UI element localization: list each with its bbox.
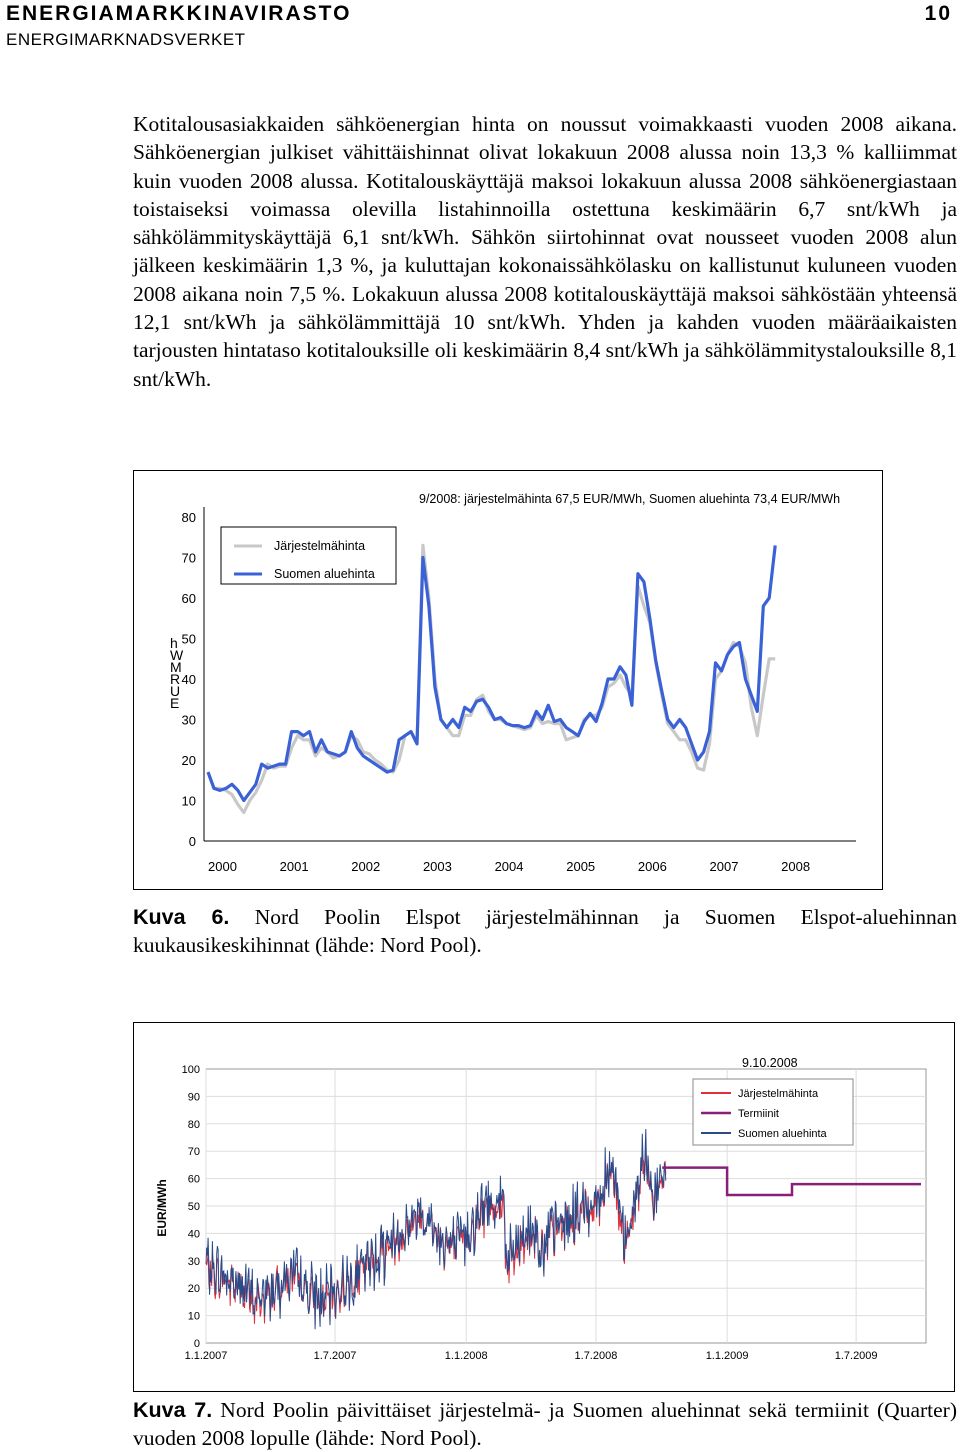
figure7-chart [134,1023,954,1391]
figure7-ylabel: EUR/MWh [155,1179,169,1237]
legend2-label-area: Suomen aluehinta [738,1128,827,1140]
x-tick-label: 2001 [279,859,309,874]
x2-tick-label: 1.7.2008 [574,1350,618,1362]
y-tick-label: 30 [181,712,196,728]
legend-label-system: Järjestelmähinta [274,539,366,553]
y-tick-label: 40 [181,672,196,687]
y-axis-label-char: W [170,647,184,663]
y2-tick-label: 80 [187,1118,200,1131]
x-tick-label: 2004 [494,859,524,874]
y2-tick-label: 100 [181,1064,200,1076]
y2-tick-label: 0 [193,1338,200,1350]
y-tick-label: 50 [181,631,196,647]
x-tick-label: 2002 [351,859,381,874]
y-tick-label: 0 [188,834,196,849]
legend2-label-system: Järjestelmähinta [738,1088,819,1100]
figure6-chart [134,471,882,889]
x-tick-label: 2003 [422,859,452,874]
y-axis-label-char: E [170,695,180,711]
y2-tick-label: 60 [187,1173,200,1186]
figure7-date-label: 9.10.2008 [742,1056,798,1070]
header-subtitle: ENERGIMARKNADSVERKET [6,30,246,49]
legend2-label-term: Termiinit [738,1108,779,1120]
x-tick-label: 2008 [781,859,811,874]
series-line-system [208,545,775,812]
y2-tick-label: 40 [187,1228,200,1241]
y-axis-label-char: h [170,635,178,651]
x-tick-label: 2000 [208,859,237,874]
body-paragraph: Kotitalousasiakkaiden sähköenergian hinta on noussut voimakkaasti vuoden 2008 aikana. Sähköenergian julkiset vähittäishinnat olivat lokakuun 2008 alussa noin 13,3 % kalliimmat kuin vuoden 2008 alussa. Kotitalouskäyttäjä maksoi lokakuun alussa 2008 sähköenergiastaan toistaiseksi voimassa olevilla listahinnoilla ostettuna keskimäärin 6,7 snt/kWh ja sähkölämmityskäyttäjä 6,1 snt/kWh. Sähkön siirtohinnat ovat nousseet vuoden 2008 alun jälkeen keskimäärin 1,3 %, ja kuluttajan kokonaissähkölasku on kallistunut kuluneen vuoden 2008 aikana noin 7,5 %. Lokakuun alussa 2008 kotitalouskäyttäjä maksoi sähköstään yhteensä 12,1 snt/kWh ja sähkölämmittäjä 10 snt/kWh. Yhden ja kahden vuoden määräaikaisten tarjousten hintataso kotitalouksille oli keskimäärin 8,4 snt/kWh ja sähkölämmitystalouksille 8,1 snt/kWh. [133,112,957,391]
figure6-legend [221,527,396,584]
figure6-caption [133,903,957,959]
y2-tick-label: 50 [187,1201,200,1213]
y-tick-label: 70 [181,550,196,566]
y2-tick-label: 30 [187,1255,200,1268]
y-tick-label: 80 [181,510,196,525]
figure6-caption-label: Kuva 6. [133,905,230,929]
x2-tick-label: 1.7.2009 [834,1350,878,1362]
figure6-chart-frame [133,470,883,890]
x-tick-label: 2007 [709,859,739,874]
y2-tick-label: 90 [187,1091,200,1104]
y-axis-label-char: M [170,659,182,675]
figure6-chart-title: 9/2008: järjestelmähinta 67,5 EUR/MWh, Suomen aluehinta 73,4 EUR/MWh [419,492,841,506]
x-tick-label: 2005 [566,859,596,874]
y-axis-label-char: U [170,683,181,699]
figure7-chart-frame [133,1022,955,1392]
y2-tick-label: 20 [187,1283,200,1296]
figure7-caption-text: Nord Poolin päivittäiset järjestelmä- ja Suomen aluehinnat sekä termiinit (Quarter) vuoden 2008 lopulle (lähde: Nord Pool). [133,1398,957,1450]
y-tick-label: 20 [181,753,196,768]
figure7-caption-label: Kuva 7. [133,1398,213,1422]
figure7-legend [693,1079,853,1145]
figure6-caption-text: Nord Poolin Elspot järjestelmähinnan ja Suomen Elspot-aluehinnan kuukausikeskihinnat (lähde: Nord Pool). [133,905,957,957]
header-title: ENERGIAMARKKINAVIRASTO [6,2,352,25]
y-tick-label: 10 [181,793,196,809]
y-axis-label-char: R [170,671,181,687]
y2-tick-label: 70 [187,1146,200,1159]
figure7-caption [133,1396,957,1452]
x2-tick-label: 1.7.2007 [313,1350,357,1362]
x2-tick-label: 1.1.2007 [184,1350,228,1362]
x2-tick-label: 1.1.2008 [444,1350,488,1362]
x-tick-label: 2006 [637,859,667,874]
legend-label-area: Suomen aluehinta [274,567,375,581]
y2-tick-label: 10 [187,1310,200,1323]
page-number: 10 [924,2,952,25]
y-tick-label: 60 [181,591,196,606]
x2-tick-label: 1.1.2009 [705,1350,749,1362]
